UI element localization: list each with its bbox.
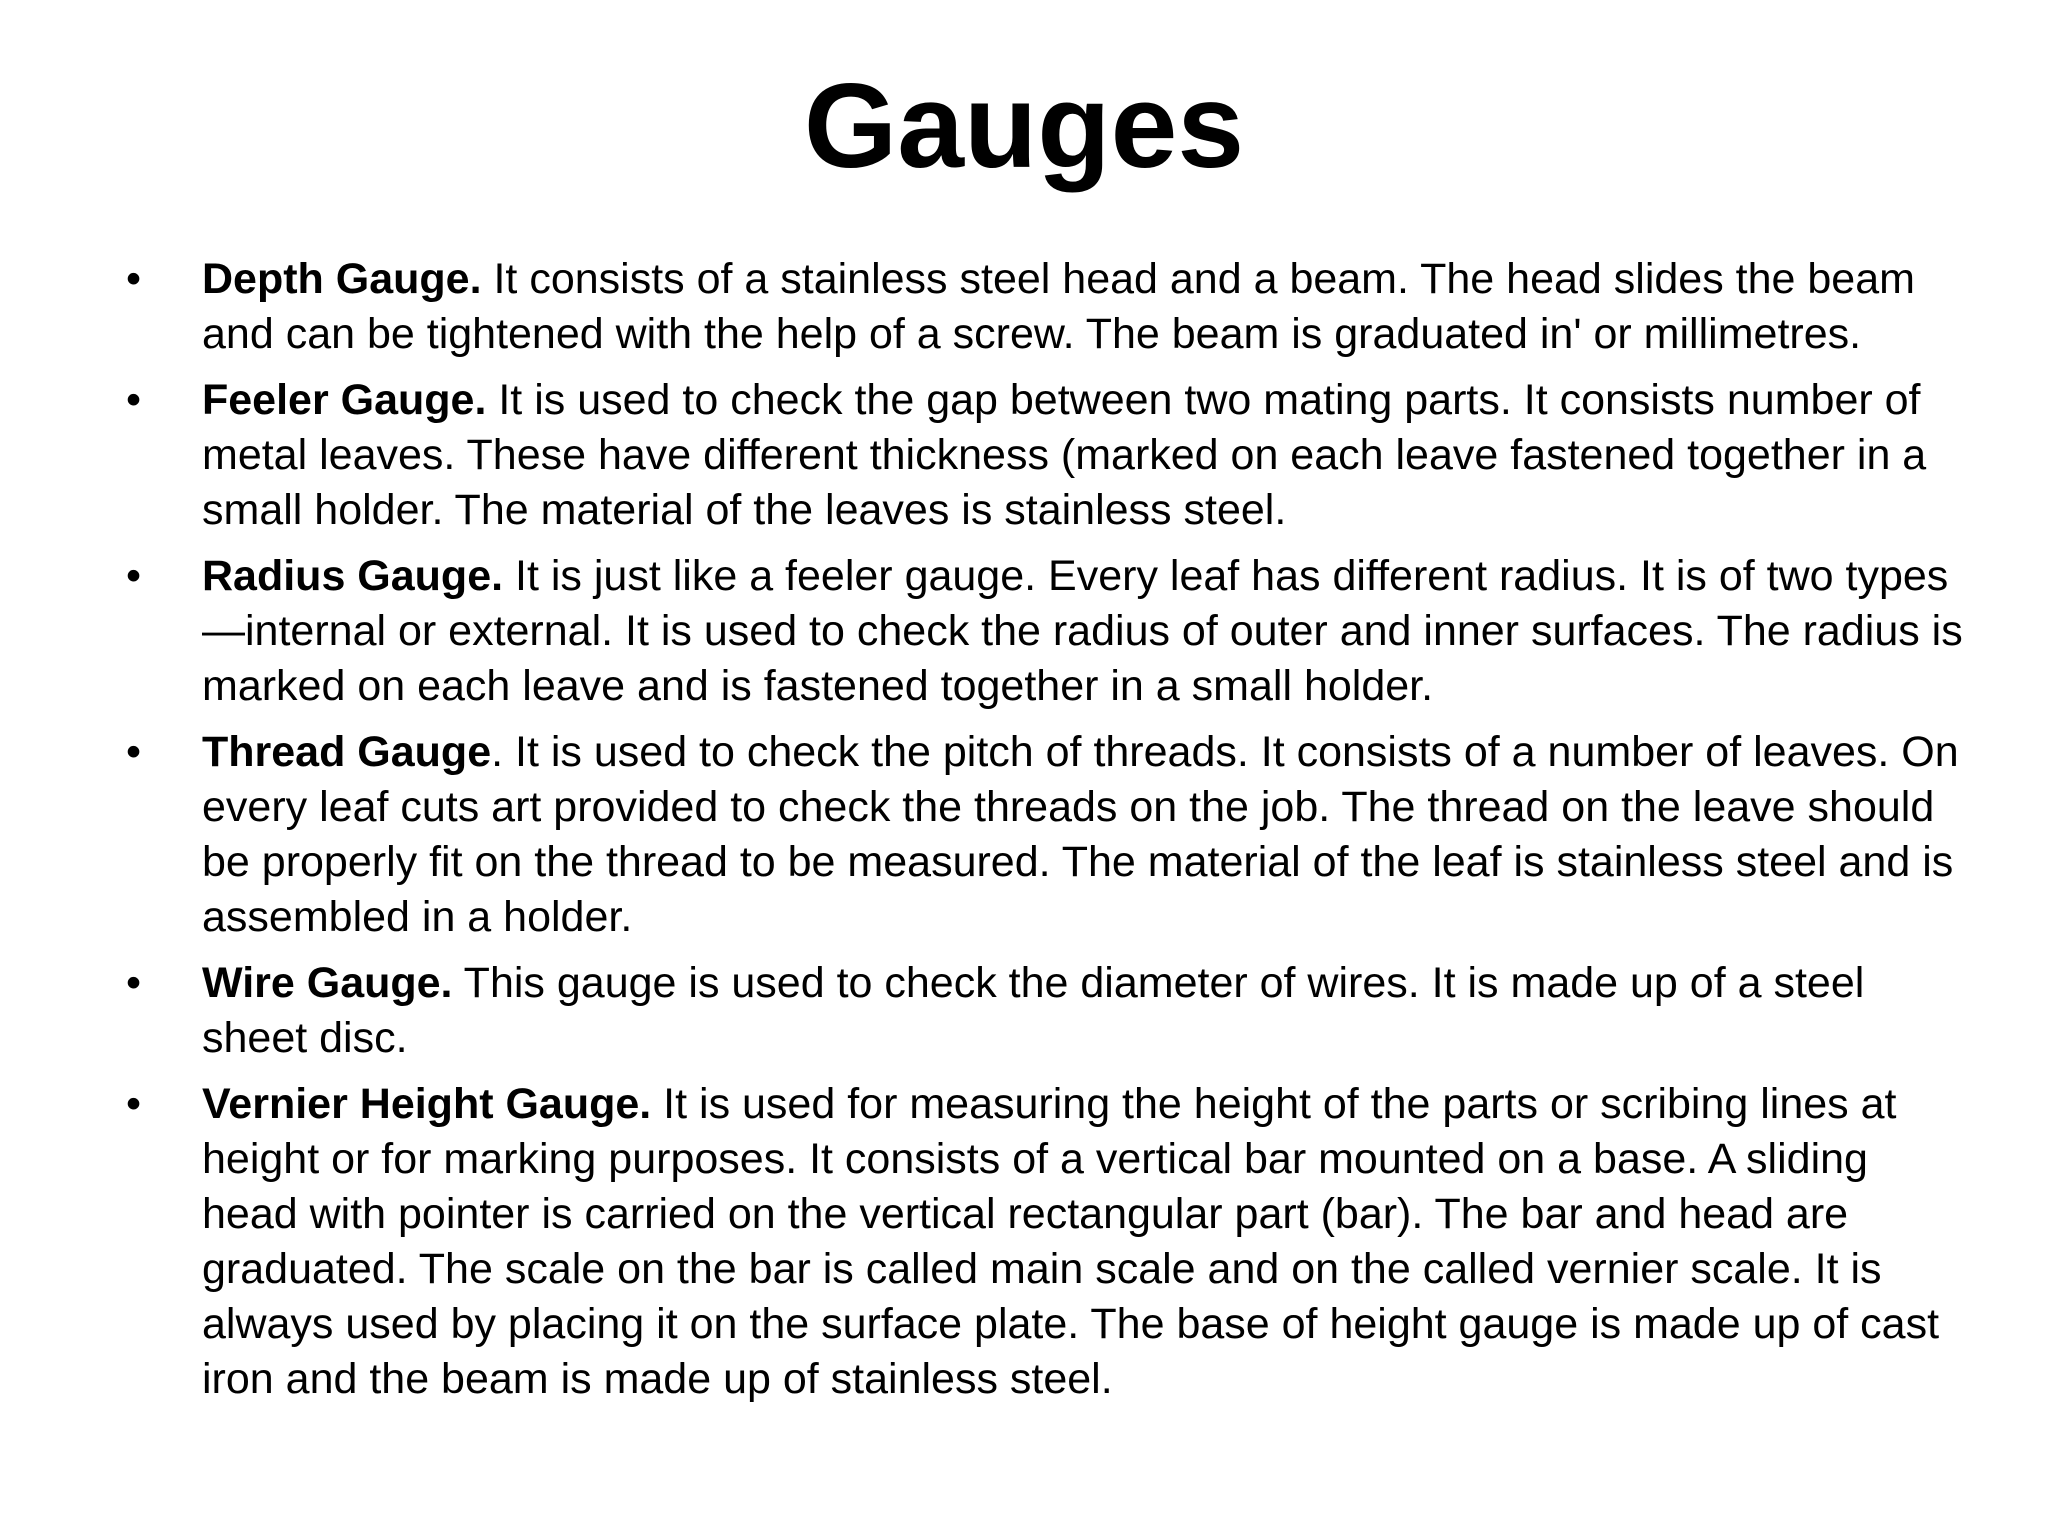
bullet-text: It is used for measuring the height of the parts or scribing lines at height or for marking purposes. It consists of a vertical bar mounted on a base. A sliding head with pointer is carried on the vertical rectangular part (bar). The bar and head are graduated. The scale on the bar is called main scale and on the called vernier scale. It is always used by placing it on the surface plate. The base of height gauge is made up of cast iron and the beam is made up of stainless steel. <box>202 1080 1940 1403</box>
bullet-marker: • <box>126 728 142 776</box>
bullet-marker: • <box>126 552 142 600</box>
bullet-marker: • <box>126 376 142 424</box>
bullet-item-radius-gauge <box>120 549 1970 714</box>
bullet-item-vernier-height-gauge <box>120 1077 1970 1407</box>
bullet-item-depth-gauge <box>120 252 1970 362</box>
bullet-item-feeler-gauge <box>120 373 1970 538</box>
bullet-term: Feeler Gauge. <box>202 376 487 424</box>
bullet-term: Wire Gauge. <box>202 959 453 1007</box>
bullet-term: Depth Gauge. <box>202 255 482 303</box>
bullet-marker: • <box>126 1080 142 1128</box>
bullet-text: It consists of a stainless steel head and a beam. The head slides the beam and can be tightened with the help of a screw. The beam is graduated in' or millimetres. <box>202 255 1915 358</box>
bullet-item-thread-gauge <box>120 725 1970 945</box>
bullet-text: It is just like a feeler gauge. Every leaf has different radius. It is of two types—internal or external. It is used to check the radius of outer and inner surfaces. The radius is marked on each leave and is fastened together in a small holder. <box>202 552 1963 710</box>
bullet-marker: • <box>126 959 142 1007</box>
bullet-text: It is used to check the gap between two mating parts. It consists number of metal leaves. These have different thickness (marked on each leave fastened together in a small holder. The material of the leaves is stainless steel. <box>202 376 1927 534</box>
bullet-text: This gauge is used to check the diameter of wires. It is made up of a steel sheet disc. <box>202 959 1865 1062</box>
bullet-term: Thread Gauge <box>202 728 492 776</box>
bullet-term: Radius Gauge. <box>202 552 504 600</box>
slide-title: Gauges <box>803 59 1245 193</box>
bullet-item-wire-gauge <box>120 956 1970 1066</box>
bullet-list <box>120 252 1970 1418</box>
bullet-marker: • <box>126 255 142 303</box>
bullet-text: . It is used to check the pitch of threads. It consists of a number of leaves. On every leaf cuts art provided to check the threads on the job. The thread on the leave should be properly fit on the thread to be measured. The material of the leaf is stainless steel and is assembled in a holder. <box>202 728 1959 941</box>
bullet-term: Vernier Height Gauge. <box>202 1080 652 1128</box>
